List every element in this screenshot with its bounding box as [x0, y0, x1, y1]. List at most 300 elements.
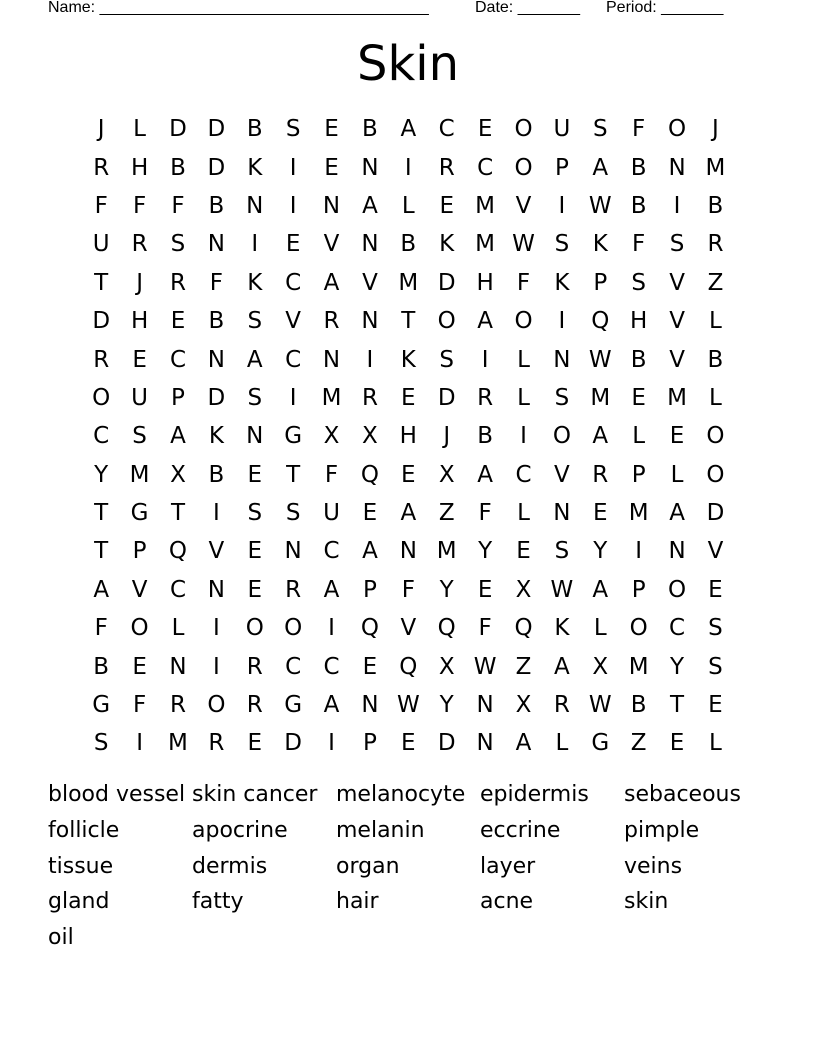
grid-letter[interactable]: W [512, 231, 535, 258]
grid-letter[interactable]: I [212, 615, 220, 642]
grid-letter[interactable]: A [323, 269, 340, 296]
grid-letter[interactable]: N [322, 346, 341, 373]
grid-letter[interactable]: I [212, 653, 220, 680]
grid-letter[interactable]: I [328, 615, 335, 642]
grid-letter[interactable]: E [631, 384, 646, 411]
grid-letter[interactable]: B [246, 116, 263, 143]
grid-letter[interactable]: K [247, 154, 263, 181]
grid-letter[interactable]: I [289, 154, 297, 181]
grid-letter[interactable]: U [323, 500, 340, 527]
grid-letter[interactable]: O [284, 615, 303, 642]
grid-letter[interactable]: O [130, 615, 149, 642]
grid-letter[interactable]: R [246, 653, 263, 680]
grid-letter[interactable]: Q [591, 308, 610, 335]
grid-letter[interactable]: F [632, 116, 646, 143]
grid-letter[interactable]: A [669, 500, 685, 527]
grid-letter[interactable]: C [323, 653, 340, 680]
grid-letter[interactable]: N [207, 576, 225, 603]
grid-letter[interactable]: M [705, 154, 726, 181]
grid-letter[interactable]: F [132, 692, 147, 719]
grid-letter[interactable]: D [437, 730, 456, 757]
grid-letter[interactable]: B [362, 116, 378, 143]
grid-letter[interactable]: M [475, 192, 496, 219]
grid-letter[interactable]: C [285, 346, 302, 373]
grid-letter[interactable]: K [247, 269, 263, 296]
grid-letter[interactable]: J [443, 423, 451, 450]
grid-letter[interactable]: S [132, 423, 147, 450]
grid-letter[interactable]: Q [168, 538, 188, 565]
grid-letter[interactable]: P [132, 538, 147, 565]
grid-letter[interactable]: S [708, 653, 723, 680]
grid-letter[interactable]: A [400, 116, 417, 143]
grid-letter[interactable]: D [207, 116, 226, 143]
grid-letter[interactable]: N [169, 653, 187, 680]
grid-letter[interactable]: L [517, 346, 530, 373]
grid-letter[interactable]: N [476, 692, 494, 719]
grid-letter[interactable]: Q [360, 461, 379, 488]
grid-letter[interactable]: Y [478, 538, 493, 565]
grid-letter[interactable]: I [328, 730, 335, 757]
grid-letter[interactable]: S [285, 116, 301, 143]
grid-letter[interactable]: E [132, 346, 147, 373]
grid-letter[interactable]: N [361, 231, 379, 258]
grid-letter[interactable]: X [170, 461, 186, 488]
grid-letter[interactable]: H [630, 308, 648, 335]
grid-letter[interactable]: X [592, 653, 609, 680]
grid-letter[interactable]: C [515, 461, 532, 488]
grid-letter[interactable]: R [477, 384, 494, 411]
grid-letter[interactable]: I [366, 346, 374, 373]
grid-letter[interactable]: A [477, 461, 493, 488]
grid-letter[interactable]: A [323, 692, 340, 719]
grid-letter[interactable]: C [323, 538, 340, 565]
grid-letter[interactable]: O [706, 461, 725, 488]
grid-letter[interactable]: P [362, 576, 377, 603]
grid-letter[interactable]: X [438, 461, 455, 488]
grid-letter[interactable]: B [630, 692, 647, 719]
grid-letter[interactable]: I [251, 231, 259, 258]
grid-letter[interactable]: R [361, 384, 378, 411]
grid-letter[interactable]: A [400, 500, 417, 527]
grid-letter[interactable]: B [707, 192, 724, 219]
grid-letter[interactable]: L [133, 116, 146, 143]
grid-letter[interactable]: Q [437, 615, 456, 642]
grid-letter[interactable]: Y [593, 538, 608, 565]
grid-letter[interactable]: C [477, 154, 494, 181]
grid-letter[interactable]: N [553, 346, 571, 373]
grid-letter[interactable]: E [132, 653, 147, 680]
grid-letter[interactable]: D [92, 308, 111, 335]
date-field[interactable]: Date: _______ [475, 0, 580, 16]
grid-letter[interactable]: X [438, 653, 455, 680]
word-bank-item: fatty [192, 889, 244, 915]
grid-letter[interactable]: F [171, 192, 185, 219]
grid-letter[interactable]: N [553, 500, 571, 527]
grid-letter[interactable]: L [709, 730, 722, 757]
grid-letter[interactable]: B [630, 192, 647, 219]
word-bank-item: melanocyte [336, 782, 466, 808]
grid-letter[interactable]: U [131, 384, 148, 411]
grid-letter[interactable]: R [592, 461, 609, 488]
grid-letter[interactable]: E [170, 308, 186, 335]
grid-letter[interactable]: E [708, 692, 723, 719]
grid-letter[interactable]: Z [515, 653, 532, 680]
grid-letter[interactable]: I [520, 423, 527, 450]
grid-letter[interactable]: N [246, 423, 264, 450]
grid-letter[interactable]: P [631, 576, 646, 603]
grid-letter[interactable]: S [93, 730, 109, 757]
grid-letter[interactable]: B [208, 461, 225, 488]
grid-letter[interactable]: O [92, 384, 111, 411]
grid-letter[interactable]: V [707, 538, 724, 565]
grid-letter[interactable]: N [246, 192, 264, 219]
grid-letter[interactable]: G [130, 500, 149, 527]
grid-letter[interactable]: V [208, 538, 225, 565]
grid-letter[interactable]: Y [670, 653, 685, 680]
grid-letter[interactable]: I [558, 192, 566, 219]
grid-letter[interactable]: L [709, 308, 722, 335]
grid-letter[interactable]: I [404, 154, 412, 181]
grid-letter[interactable]: R [169, 692, 186, 719]
grid-letter[interactable]: K [400, 346, 416, 373]
grid-letter[interactable]: H [399, 423, 417, 450]
grid-letter[interactable]: F [478, 500, 492, 527]
grid-letter[interactable]: E [247, 538, 263, 565]
grid-letter[interactable]: D [437, 269, 456, 296]
word-bank-item: eccrine [480, 818, 561, 844]
grid-letter[interactable]: B [630, 154, 647, 181]
grid-letter[interactable]: E [247, 730, 263, 757]
grid-letter[interactable]: X [323, 423, 340, 450]
grid-letter[interactable]: G [284, 692, 303, 719]
grid-letter[interactable]: M [628, 500, 649, 527]
grid-letter[interactable]: R [208, 730, 225, 757]
grid-letter[interactable]: N [668, 154, 686, 181]
grid-letter[interactable]: J [97, 116, 105, 143]
grid-letter[interactable]: D [169, 116, 187, 143]
grid-letter[interactable]: Y [439, 576, 454, 603]
grid-letter[interactable]: W [588, 346, 612, 373]
grid-letter[interactable]: S [554, 538, 570, 565]
grid-letter[interactable]: E [708, 576, 723, 603]
grid-letter[interactable]: R [246, 692, 263, 719]
grid-letter[interactable]: E [401, 461, 416, 488]
grid-letter[interactable]: V [131, 576, 148, 603]
grid-letter[interactable]: A [362, 192, 378, 219]
grid-letter[interactable]: A [554, 653, 570, 680]
grid-letter[interactable]: T [286, 461, 301, 488]
grid-letter[interactable]: C [169, 346, 186, 373]
grid-letter[interactable]: M [475, 231, 496, 258]
grid-letter[interactable]: R [707, 231, 724, 258]
grid-letter[interactable]: I [289, 384, 297, 411]
grid-letter[interactable]: G [92, 692, 111, 719]
grid-letter[interactable]: V [400, 615, 417, 642]
grid-letter[interactable]: H [476, 269, 494, 296]
grid-letter[interactable]: G [591, 730, 610, 757]
grid-letter[interactable]: N [207, 231, 225, 258]
grid-letter[interactable]: S [247, 384, 263, 411]
grid-letter[interactable]: P [171, 384, 185, 411]
grid-letter[interactable]: D [207, 154, 226, 181]
grid-letter[interactable]: W [550, 576, 574, 603]
grid-letter[interactable]: E [477, 576, 493, 603]
grid-letter[interactable]: R [323, 308, 340, 335]
grid-letter[interactable]: O [207, 692, 226, 719]
grid-letter[interactable]: O [245, 615, 264, 642]
grid-letter[interactable]: H [130, 308, 149, 335]
grid-letter[interactable]: E [285, 231, 301, 258]
grid-letter[interactable]: B [707, 346, 724, 373]
grid-letter[interactable]: E [247, 461, 263, 488]
grid-letter[interactable]: O [706, 423, 725, 450]
grid-letter[interactable]: A [477, 308, 493, 335]
grid-letter[interactable]: O [514, 308, 533, 335]
grid-letter[interactable]: C [169, 576, 186, 603]
grid-letter[interactable]: S [669, 231, 685, 258]
grid-letter[interactable]: L [593, 615, 607, 642]
grid-letter[interactable]: B [93, 653, 110, 680]
grid-letter[interactable]: O [629, 615, 648, 642]
grid-letter[interactable]: R [93, 346, 110, 373]
grid-letter[interactable]: V [669, 269, 685, 296]
grid-letter[interactable]: K [554, 269, 570, 296]
grid-letter[interactable]: A [323, 576, 340, 603]
grid-letter[interactable]: L [171, 615, 185, 642]
grid-letter[interactable]: X [515, 692, 532, 719]
grid-letter[interactable]: O [668, 576, 687, 603]
grid-letter[interactable]: C [669, 615, 686, 642]
grid-letter[interactable]: E [324, 116, 339, 143]
grid-letter[interactable]: Q [399, 653, 418, 680]
word-bank-item: veins [624, 853, 683, 879]
grid-letter[interactable]: S [439, 346, 455, 373]
word-bank-item: dermis [192, 853, 268, 879]
grid-letter[interactable]: S [592, 116, 608, 143]
grid-letter[interactable]: C [93, 423, 110, 450]
grid-letter[interactable]: T [94, 269, 109, 296]
grid-letter[interactable]: F [478, 615, 492, 642]
grid-letter[interactable]: A [592, 154, 609, 181]
grid-letter[interactable]: E [401, 730, 416, 757]
grid-letter[interactable]: O [514, 154, 533, 181]
grid-letter[interactable]: L [670, 461, 684, 488]
grid-letter[interactable]: S [170, 231, 186, 258]
grid-letter[interactable]: S [631, 269, 646, 296]
grid-letter[interactable]: N [476, 730, 494, 757]
grid-letter[interactable]: L [401, 192, 415, 219]
grid-letter[interactable]: K [592, 231, 608, 258]
grid-letter[interactable]: L [517, 384, 530, 411]
grid-letter[interactable]: D [207, 384, 226, 411]
grid-letter[interactable]: S [708, 615, 723, 642]
grid-letter[interactable]: L [709, 384, 722, 411]
grid-letter[interactable]: B [208, 192, 225, 219]
grid-letter[interactable]: A [246, 346, 263, 373]
grid-letter[interactable]: F [516, 269, 531, 296]
grid-letter[interactable]: A [592, 423, 609, 450]
grid-letter[interactable]: P [554, 154, 569, 181]
grid-letter[interactable]: N [399, 538, 417, 565]
grid-letter[interactable]: T [94, 500, 109, 527]
word-bank-item: skin [624, 889, 669, 915]
grid-letter[interactable]: U [92, 231, 110, 258]
grid-letter[interactable]: P [362, 730, 377, 757]
grid-letter[interactable]: W [396, 692, 420, 719]
grid-letter[interactable]: L [517, 500, 530, 527]
grid-letter[interactable]: W [588, 192, 612, 219]
grid-letter[interactable]: J [136, 269, 143, 296]
grid-letter[interactable]: T [401, 308, 416, 335]
grid-letter[interactable]: S [247, 308, 263, 335]
grid-letter[interactable]: C [285, 653, 302, 680]
grid-letter[interactable]: V [669, 346, 685, 373]
grid-letter[interactable]: A [592, 576, 609, 603]
grid-letter[interactable]: E [401, 384, 416, 411]
grid-letter[interactable]: M [129, 461, 150, 488]
grid-letter[interactable]: O [552, 423, 571, 450]
word-bank-item: blood vessel [48, 782, 186, 808]
grid-letter[interactable]: O [668, 116, 687, 143]
grid-letter[interactable]: V [285, 308, 302, 335]
grid-letter[interactable]: S [554, 384, 570, 411]
grid-letter[interactable]: E [477, 116, 493, 143]
grid-letter[interactable]: D [706, 500, 725, 527]
grid-letter[interactable]: W [473, 653, 497, 680]
grid-letter[interactable]: Q [360, 615, 379, 642]
grid-letter[interactable]: E [593, 500, 608, 527]
grid-letter[interactable]: R [438, 154, 455, 181]
grid-letter[interactable]: F [132, 192, 147, 219]
grid-letter[interactable]: X [515, 576, 532, 603]
grid-letter[interactable]: O [514, 116, 533, 143]
grid-letter[interactable]: A [170, 423, 186, 450]
grid-letter[interactable]: I [212, 500, 220, 527]
grid-letter[interactable]: Z [630, 730, 647, 757]
grid-letter[interactable]: R [169, 269, 186, 296]
grid-letter[interactable]: M [628, 653, 649, 680]
grid-letter[interactable]: V [323, 231, 340, 258]
grid-letter[interactable]: K [208, 423, 224, 450]
grid-letter[interactable]: E [439, 192, 454, 219]
grid-letter[interactable]: Q [514, 615, 533, 642]
grid-letter[interactable]: D [284, 730, 302, 757]
grid-letter[interactable]: N [361, 154, 379, 181]
grid-letter[interactable]: N [361, 308, 379, 335]
grid-letter[interactable]: E [362, 653, 378, 680]
grid-letter[interactable]: Y [94, 461, 109, 488]
grid-letter[interactable]: W [588, 692, 612, 719]
grid-letter[interactable]: I [635, 538, 643, 565]
grid-letter[interactable]: F [94, 615, 108, 642]
grid-letter[interactable]: F [209, 269, 223, 296]
grid-letter[interactable]: I [558, 308, 566, 335]
grid-letter[interactable]: R [553, 692, 570, 719]
grid-letter[interactable]: B [400, 231, 417, 258]
grid-letter[interactable]: V [554, 461, 570, 488]
grid-letter[interactable]: E [516, 538, 531, 565]
grid-letter[interactable]: A [362, 538, 378, 565]
grid-letter[interactable]: A [93, 576, 110, 603]
grid-letter[interactable]: Z [707, 269, 724, 296]
grid-letter[interactable]: T [670, 692, 685, 719]
grid-letter[interactable]: E [669, 730, 685, 757]
grid-letter[interactable]: M [398, 269, 419, 296]
grid-letter[interactable]: G [284, 423, 303, 450]
grid-letter[interactable]: N [284, 538, 302, 565]
grid-letter[interactable]: K [554, 615, 570, 642]
grid-letter[interactable]: V [669, 308, 685, 335]
grid-letter[interactable]: R [285, 576, 302, 603]
grid-letter[interactable]: N [207, 346, 225, 373]
grid-letter[interactable]: V [515, 192, 532, 219]
grid-letter[interactable]: C [438, 116, 455, 143]
grid-letter[interactable]: S [285, 500, 301, 527]
grid-letter[interactable]: K [439, 231, 455, 258]
grid-letter[interactable]: N [668, 538, 686, 565]
grid-letter[interactable]: M [321, 384, 342, 411]
grid-letter[interactable]: O [437, 308, 456, 335]
grid-letter[interactable]: S [247, 500, 263, 527]
period-field[interactable]: Period: _______ [606, 0, 724, 16]
grid-letter[interactable]: I [481, 346, 489, 373]
grid-letter[interactable]: L [632, 423, 646, 450]
grid-letter[interactable]: N [361, 692, 379, 719]
grid-letter[interactable]: P [593, 269, 608, 296]
grid-letter[interactable]: X [362, 423, 378, 450]
grid-letter[interactable]: B [208, 308, 225, 335]
grid-letter[interactable]: I [136, 730, 143, 757]
grid-letter[interactable]: I [673, 192, 681, 219]
word-bank-item: melanin [336, 818, 425, 844]
grid-letter[interactable]: B [170, 154, 186, 181]
grid-letter[interactable]: E [669, 423, 685, 450]
grid-letter[interactable]: J [712, 116, 719, 143]
grid-letter[interactable]: M [436, 538, 457, 565]
grid-letter[interactable]: E [324, 154, 339, 181]
grid-letter[interactable]: F [632, 231, 646, 258]
grid-letter[interactable]: T [170, 500, 185, 527]
grid-letter[interactable]: M [667, 384, 687, 411]
grid-letter[interactable]: F [401, 576, 415, 603]
grid-letter[interactable]: Z [438, 500, 455, 527]
grid-letter[interactable]: R [131, 231, 148, 258]
grid-letter[interactable]: A [515, 730, 532, 757]
grid-letter[interactable]: E [247, 576, 263, 603]
name-field[interactable]: Name: _____________________________________ [48, 0, 429, 16]
grid-letter[interactable]: C [285, 269, 302, 296]
grid-letter[interactable]: R [93, 154, 110, 181]
grid-letter[interactable]: L [555, 730, 569, 757]
grid-letter[interactable]: E [362, 500, 378, 527]
grid-letter[interactable]: U [553, 116, 571, 143]
grid-letter[interactable]: I [289, 192, 297, 219]
grid-letter[interactable]: S [554, 231, 570, 258]
grid-letter[interactable]: D [437, 384, 456, 411]
grid-letter[interactable]: N [322, 192, 341, 219]
grid-letter[interactable]: V [362, 269, 378, 296]
grid-letter[interactable]: T [94, 538, 109, 565]
grid-letter[interactable]: B [477, 423, 493, 450]
grid-letter[interactable]: F [324, 461, 339, 488]
grid-letter[interactable]: F [94, 192, 108, 219]
grid-letter[interactable]: B [630, 346, 647, 373]
grid-letter[interactable]: Y [439, 692, 454, 719]
grid-letter[interactable]: P [631, 461, 646, 488]
grid-letter[interactable]: M [168, 730, 188, 757]
grid-letter[interactable]: H [130, 154, 149, 181]
grid-letter[interactable]: M [590, 384, 611, 411]
